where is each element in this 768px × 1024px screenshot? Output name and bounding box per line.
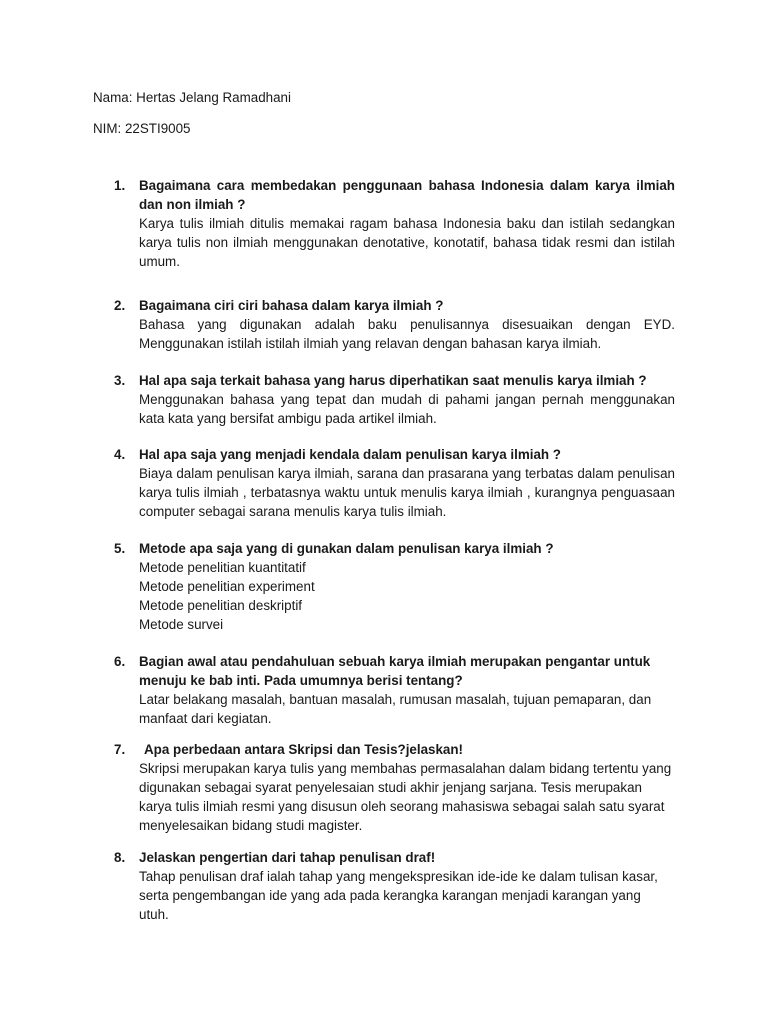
question-text: Jelaskan pengertian dari tahap penulisan draf! [139, 850, 436, 865]
list-item: Metode penelitian experiment [139, 579, 315, 594]
question-text: Hal apa saja yang menjadi kendala dalam penulisan karya ilmiah ? [139, 447, 561, 462]
question-text: Bagian awal atau pendahuluan sebuah karya ilmiah merupakan pengantar untuk menuju ke bab inti. Pada umumnya berisi tentang? [139, 654, 651, 688]
question-number: 5. [114, 541, 126, 556]
question-text: Bagaimana cara membedakan penggunaan bahasa Indonesia dalam karya ilmiah dan non ilmiah ? [139, 178, 675, 212]
question-item-3 [114, 371, 675, 428]
question-number: 6. [114, 654, 126, 669]
list-item: Metode penelitian kuantitatif [139, 560, 306, 575]
question-number: 7. [114, 742, 126, 757]
answer-text: Bahasa yang digunakan adalah baku penulisannya disesuaikan dengan EYD. Menggunakan istilah istilah ilmiah yang relavan dengan bahasan karya ilmiah. [139, 317, 675, 351]
question-number: 4. [114, 447, 126, 462]
question-item-4 [114, 445, 675, 521]
list-item: Metode penelitian deskriptif [139, 598, 303, 613]
answer-text: Menggunakan bahasa yang tepat dan mudah di pahami jangan pernah menggunakan kata kata yang bersifat ambigu pada artikel ilmiah. [139, 392, 675, 426]
question-item-6 [114, 652, 661, 728]
answer-list [139, 558, 675, 634]
answer-text: Biaya dalam penulisan karya ilmiah, sarana dan prasarana yang terbatas dalam penulisan karya tulis ilmiah , terbatasnya waktu untuk menulis karya ilmiah , kurangnya penguasaan computer sebagai sarana menulis karya tulis ilmiah. [139, 466, 675, 519]
question-number: 2. [114, 298, 126, 313]
question-item-1 [114, 176, 675, 271]
answer-text: Karya tulis ilmiah ditulis memakai ragam bahasa Indonesia baku dan istilah sedangkan karya tulis non ilmiah menggunakan denotative, konotatif, bahasa tidak resmi dan istilah umum. [139, 216, 675, 269]
student-nim: NIM: 22STI9005 [93, 121, 191, 136]
answer-text: Tahap penulisan draf ialah tahap yang mengekspresikan ide-ide ke dalam tulisan kasar, serta pengembangan ide yang ada pada kerangka karangan menjadi karangan yang utuh. [139, 869, 658, 922]
answer-text: Skripsi merupakan karya tulis yang membahas permasalahan dalam bidang tertentu yang digunakan sebagai syarat penyelesaian studi akhir jenjang sarjana. Tesis merupakan karya tulis ilmiah resmi yang disusun oleh seorang mahasiswa sebagai salah satu syarat menyelesaikan bidang studi magister. [139, 761, 672, 833]
list-item: Metode survei [139, 617, 224, 632]
question-number: 3. [114, 373, 126, 388]
student-name: Nama: Hertas Jelang Ramadhani [93, 90, 291, 105]
question-text: Metode apa saja yang di gunakan dalam penulisan karya ilmiah ? [139, 541, 554, 556]
question-number: 8. [114, 850, 126, 865]
answer-text: Latar belakang masalah, bantuan masalah, rumusan masalah, tujuan pemaparan, dan manfaat dari kegiatan. [139, 692, 652, 726]
question-item-2 [114, 296, 675, 353]
question-item-7 [114, 740, 673, 835]
question-item-5 [114, 539, 675, 634]
question-text: Hal apa saja terkait bahasa yang harus diperhatikan saat menulis karya ilmiah ? [139, 373, 647, 388]
question-text: Bagaimana ciri ciri bahasa dalam karya ilmiah ? [139, 298, 444, 313]
question-number: 1. [114, 178, 126, 193]
question-item-8 [114, 848, 673, 924]
question-text: Apa perbedaan antara Skripsi dan Tesis?jelaskan! [144, 742, 464, 757]
